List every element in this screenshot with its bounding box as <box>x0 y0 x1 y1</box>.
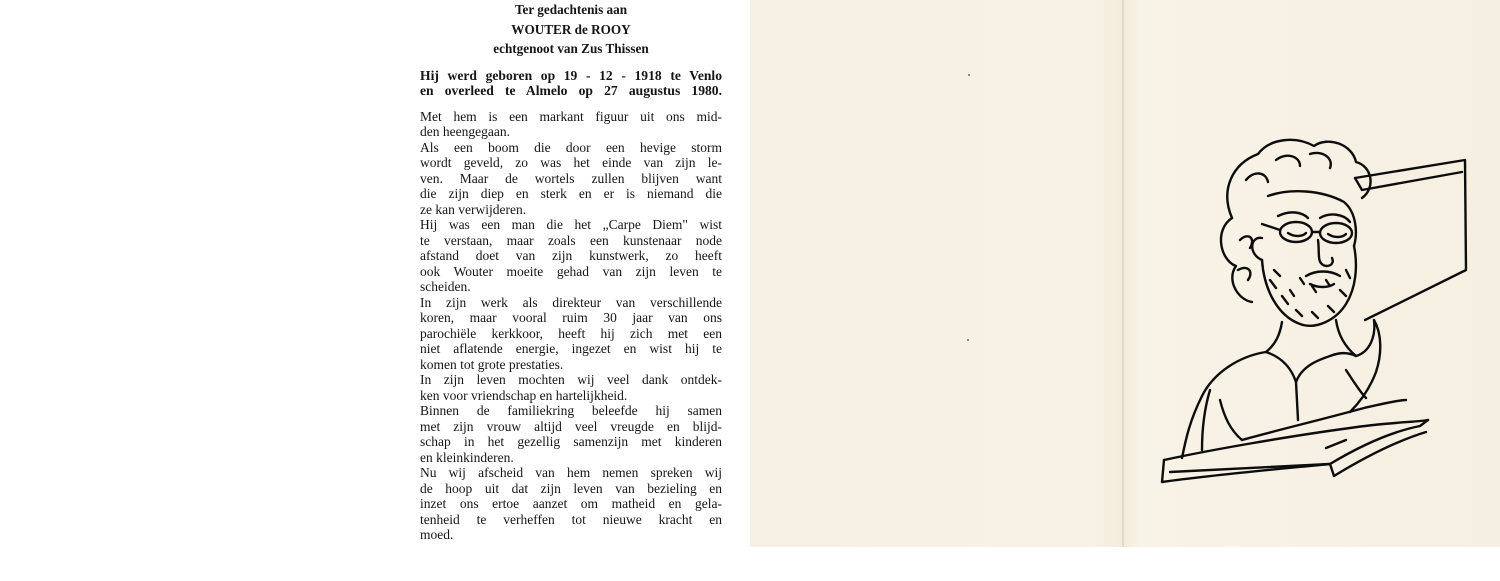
body-text-line: den heengegaan. <box>420 124 510 139</box>
music-sheet <box>1355 160 1466 320</box>
body-text-line: afstand doet van zijn kunstwerk, zo heeft <box>420 248 722 263</box>
body-text-line: koren, maar vooral ruim 30 jaar van ons <box>420 310 722 325</box>
header-spouse: echtgenoot van Zus Thissen <box>493 41 649 56</box>
body-text-line: schap in het gezellig samenzijn met kinderen <box>420 434 722 449</box>
body-text-line: Met hem is een markant figuur uit ons mid- <box>420 108 722 124</box>
body-text-line: In zijn leven mochten wij veel dank ontdek- <box>420 372 722 387</box>
body-text-line: scheiden. <box>420 279 471 294</box>
mouth <box>1306 272 1340 288</box>
body-text-line: ook Wouter moeite gehad van zijn leven te <box>420 263 722 279</box>
beard <box>1262 246 1356 326</box>
body-text-line: wordt geveld, zo was het einde van zijn le- <box>420 155 722 170</box>
body-text-line: inzet ons ertoe aanzet om matheid en gela- <box>420 496 722 511</box>
body-text-line: Nu wij afscheid van hem nemen spreken wij <box>420 465 722 480</box>
header-dedication: Ter gedachtenis aan <box>514 2 628 17</box>
body-text-line: tenheid te verheffen tot nieuwe kracht en <box>420 511 722 527</box>
body-text-line: niet aflatende energie, ingezet en wist hij te <box>420 341 722 356</box>
body-text-line: met zijn vrouw altijd veel vreugde en blijd- <box>420 418 722 434</box>
intro-line: Hij werd geboren op 19 - 12 - 1918 te Venlo <box>420 67 722 83</box>
body-text-line: Hij was een man die het „Carpe Diem" wist <box>420 217 722 232</box>
memorial-card-illustration-page <box>750 0 1500 547</box>
body-text-line: Als een boom die door een hevige storm <box>420 139 722 155</box>
portrait-drawing <box>1150 120 1480 500</box>
body-text-line: In zijn werk als direkteur van verschillende <box>420 294 722 310</box>
body-text-line: komen tot grote prestaties. <box>420 356 564 372</box>
ear <box>1252 238 1262 260</box>
paper-speck <box>967 339 969 341</box>
arm <box>1242 400 1406 440</box>
shirt-collar <box>1266 352 1356 382</box>
glasses-left-lens <box>1280 222 1312 242</box>
intro-line: en overleed te Almelo op 27 augustus 1980. <box>420 82 722 98</box>
body-text-line: ven. Maar de wortels zullen blijven want <box>420 170 722 186</box>
nose <box>1318 240 1333 266</box>
paper-speck <box>968 74 970 76</box>
header-name: WOUTER de ROOY <box>511 21 631 37</box>
memorial-text-column <box>420 0 722 543</box>
card-header <box>420 0 722 59</box>
body-text-line: die zijn diep en sterk en er is niemand die <box>420 186 722 201</box>
memorial-body-text <box>420 109 722 543</box>
body-text-line: te verstaan, maar zoals een kunstenaar node <box>420 232 722 248</box>
card-fold-line <box>1122 0 1124 547</box>
body-text-line: Binnen de familiekring beleefde hij samen <box>420 403 722 418</box>
body-text-line: de hoop uit dat zijn leven van bezieling en <box>420 480 722 496</box>
eyebrows <box>1278 212 1350 222</box>
body-text-line: parochiële kerkkoor, heeft hij zich met een <box>420 325 722 341</box>
body-text-line: ze kan verwijderen. <box>420 201 527 217</box>
birth-death-intro <box>420 68 722 98</box>
body-text-line: moed. <box>420 527 454 542</box>
body-text-line: ken voor vriendschap en hartelijkheid. <box>420 387 628 403</box>
body-text-line: en kleinkinderen. <box>420 449 514 465</box>
glasses-right-lens <box>1320 223 1352 243</box>
